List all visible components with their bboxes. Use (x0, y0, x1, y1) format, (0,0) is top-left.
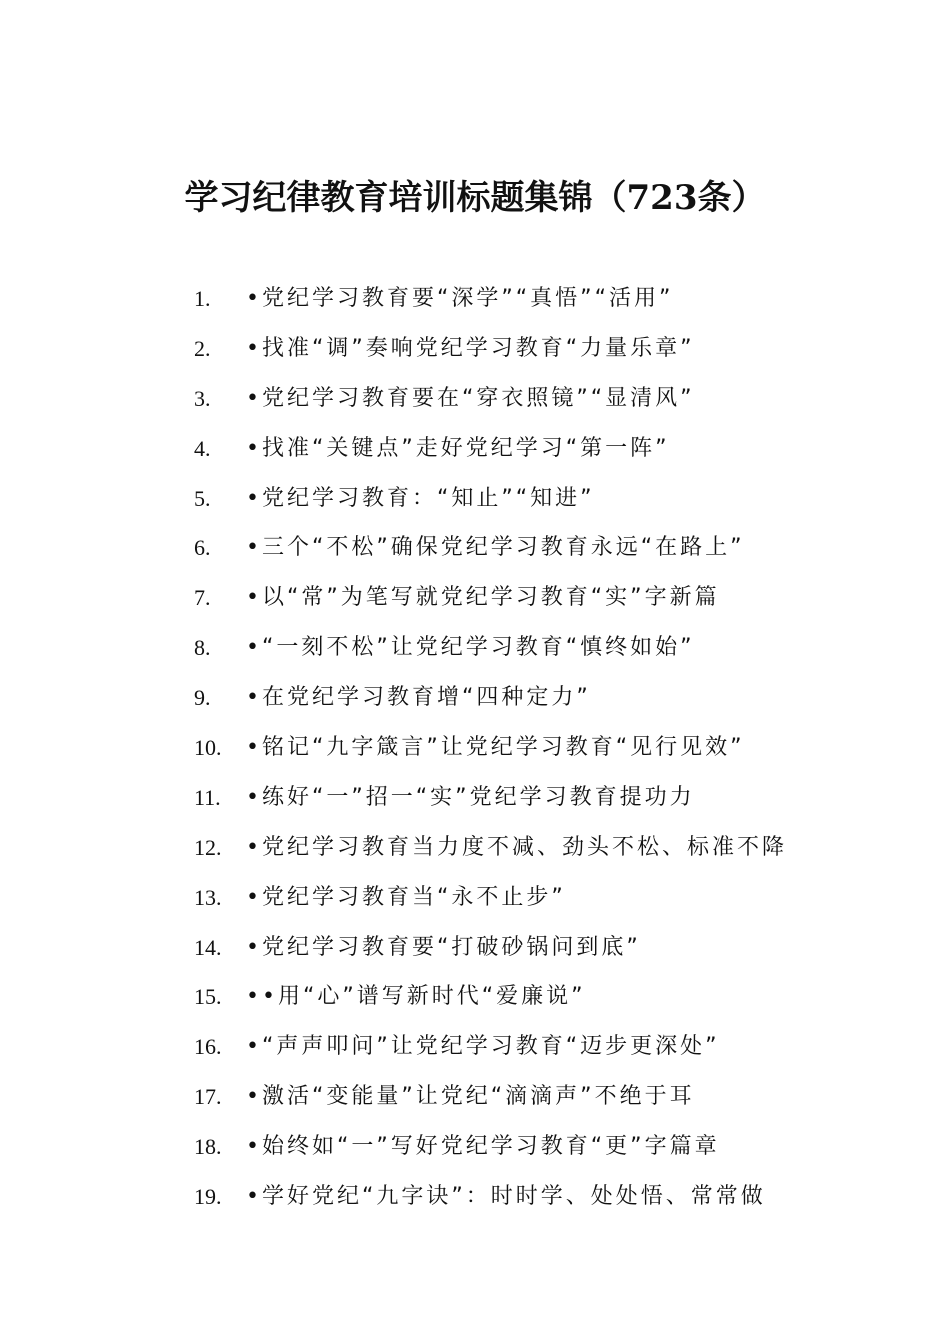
item-text: •党纪学习教育：“知止”“知进” (246, 485, 595, 511)
item-text: •始终如“一”写好党纪学习教育“更”字篇章 (246, 1134, 720, 1160)
item-number: 18. (194, 1134, 222, 1160)
item-number: 14. (194, 934, 222, 960)
item-text: •学好党纪“九字诀”：时时学、处处悟、常常做 (246, 1184, 766, 1210)
list-item (194, 1072, 834, 1122)
item-number: 10. (194, 735, 222, 761)
list-item (194, 923, 834, 973)
list-item (194, 324, 834, 374)
item-text: •党纪学习教育当力度不减、劲头不松、标准不降 (246, 834, 787, 860)
list-item (194, 823, 834, 873)
item-text: •激活“变能量”让党纪“滴滴声”不绝于耳 (246, 1084, 695, 1110)
item-number: 8. (194, 635, 211, 661)
list-item (194, 972, 834, 1022)
list-item (194, 474, 834, 524)
item-number: 2. (194, 335, 211, 361)
item-number: 11. (194, 784, 221, 810)
list-item (194, 1122, 834, 1172)
headline-list (194, 274, 834, 1222)
item-number: 19. (194, 1184, 222, 1210)
item-text: •铭记“九字箴言”让党纪学习教育“见行见效” (246, 735, 745, 761)
item-text: •练好“一”招一“实”党纪学习教育提功力 (246, 784, 695, 810)
list-item (194, 673, 834, 723)
list-item (194, 274, 834, 324)
item-text: •党纪学习教育要“打破砂锅问到底” (246, 934, 641, 960)
list-item (194, 623, 834, 673)
item-number: 16. (194, 1034, 222, 1060)
list-item (194, 374, 834, 424)
item-number: 4. (194, 435, 211, 461)
item-text: •“一刻不松”让党纪学习教育“慎终如始” (246, 635, 695, 661)
item-text: •在党纪学习教育增“四种定力” (246, 685, 591, 711)
item-number: 6. (194, 535, 211, 561)
list-item (194, 1022, 834, 1072)
item-number: 12. (194, 834, 222, 860)
item-number: 9. (194, 685, 211, 711)
list-item (194, 523, 834, 573)
item-text: •三个“不松”确保党纪学习教育永远“在路上” (246, 535, 745, 561)
item-text: •党纪学习教育要“深学”“真悟”“活用” (246, 286, 674, 311)
item-number: 1. (194, 286, 211, 311)
list-item (194, 1172, 834, 1222)
item-text: •“声声叩问”让党纪学习教育“迈步更深处” (246, 1034, 720, 1060)
item-text: ••用“心”谱写新时代“爱廉说” (246, 984, 586, 1010)
list-item (194, 424, 834, 474)
item-number: 7. (194, 585, 211, 611)
item-text: •党纪学习教育当“永不止步” (246, 884, 566, 910)
item-text: •找准“调”奏响党纪学习教育“力量乐章” (246, 335, 695, 361)
list-item (194, 573, 834, 623)
item-number: 17. (194, 1084, 222, 1110)
item-number: 13. (194, 884, 222, 910)
item-number: 15. (194, 984, 222, 1010)
item-number: 5. (194, 485, 211, 511)
item-text: •找准“关键点”走好党纪学习“第一阵” (246, 435, 670, 461)
document-title: 学习纪律教育培训标题集锦（723条） (184, 178, 766, 218)
item-text: •以“常”为笔写就党纪学习教育“实”字新篇 (246, 585, 720, 611)
item-text: •党纪学习教育要在“穿衣照镜”“显清风” (246, 385, 695, 411)
list-item (194, 773, 834, 823)
list-item (194, 873, 834, 923)
list-item (194, 723, 834, 773)
item-number: 3. (194, 385, 211, 411)
